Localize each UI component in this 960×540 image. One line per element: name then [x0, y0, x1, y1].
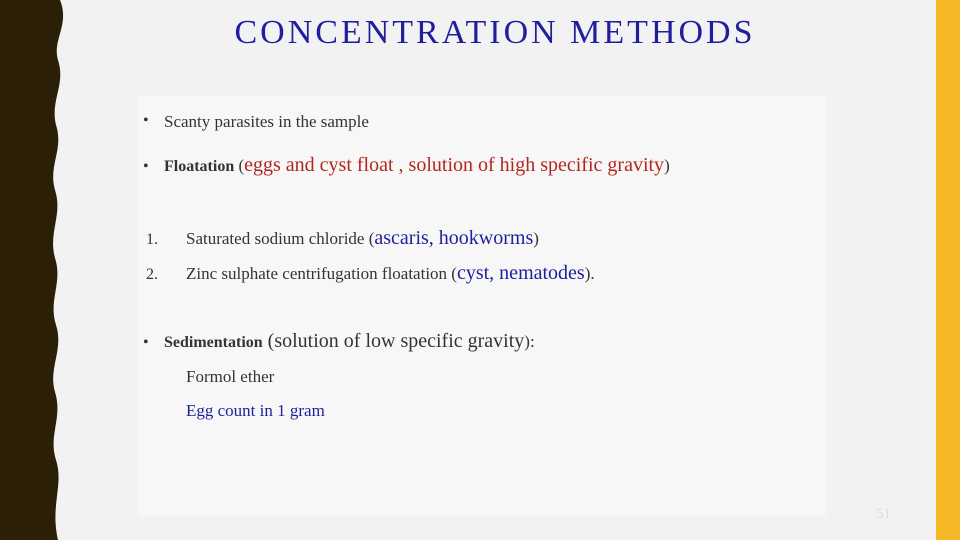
- list-item-detail: ascaris, hookworms: [374, 227, 534, 249]
- accent-bar: [936, 0, 960, 540]
- list-number: 1.: [146, 231, 158, 248]
- sedimentation-label: Sedimentation: [164, 334, 263, 351]
- sub-egg-count: Egg count in 1 gram: [186, 401, 325, 420]
- bullet-marker: •: [143, 112, 149, 129]
- close-paren: ): [664, 156, 670, 175]
- sedimentation-close: ):: [524, 332, 535, 351]
- list-item-zinc-sulphate: [186, 262, 595, 285]
- list-item-text: Saturated sodium chloride (: [186, 229, 375, 248]
- bullet-marker: •: [143, 334, 149, 351]
- floatation-detail: eggs and cyst float , solution of high specific gravity: [244, 154, 665, 176]
- open-paren: (: [234, 156, 245, 175]
- page-number: 51: [876, 506, 891, 522]
- list-item-close: ): [533, 229, 539, 248]
- list-item-text: Zinc sulphate centrifugation floatation (: [186, 264, 457, 283]
- list-item-sodium-chloride: [186, 227, 539, 250]
- bullet-floatation: [164, 154, 670, 177]
- list-item-detail: cyst, nematodes: [456, 262, 585, 284]
- floatation-label: Floatation: [164, 158, 235, 175]
- sub-formol-ether: Formol ether: [186, 367, 275, 386]
- bullet-sedimentation: [164, 330, 535, 353]
- content-box: [138, 96, 826, 516]
- slide-title: CONCENTRATION METHODS: [234, 14, 756, 51]
- list-item-close: ).: [584, 264, 595, 283]
- sedimentation-detail: (solution of low specific gravity: [262, 330, 525, 352]
- decorative-wavy-border: [0, 0, 80, 540]
- bullet-scanty-parasites: Scanty parasites in the sample: [164, 112, 369, 131]
- list-number: 2.: [146, 266, 158, 283]
- bullet-marker: •: [143, 158, 149, 175]
